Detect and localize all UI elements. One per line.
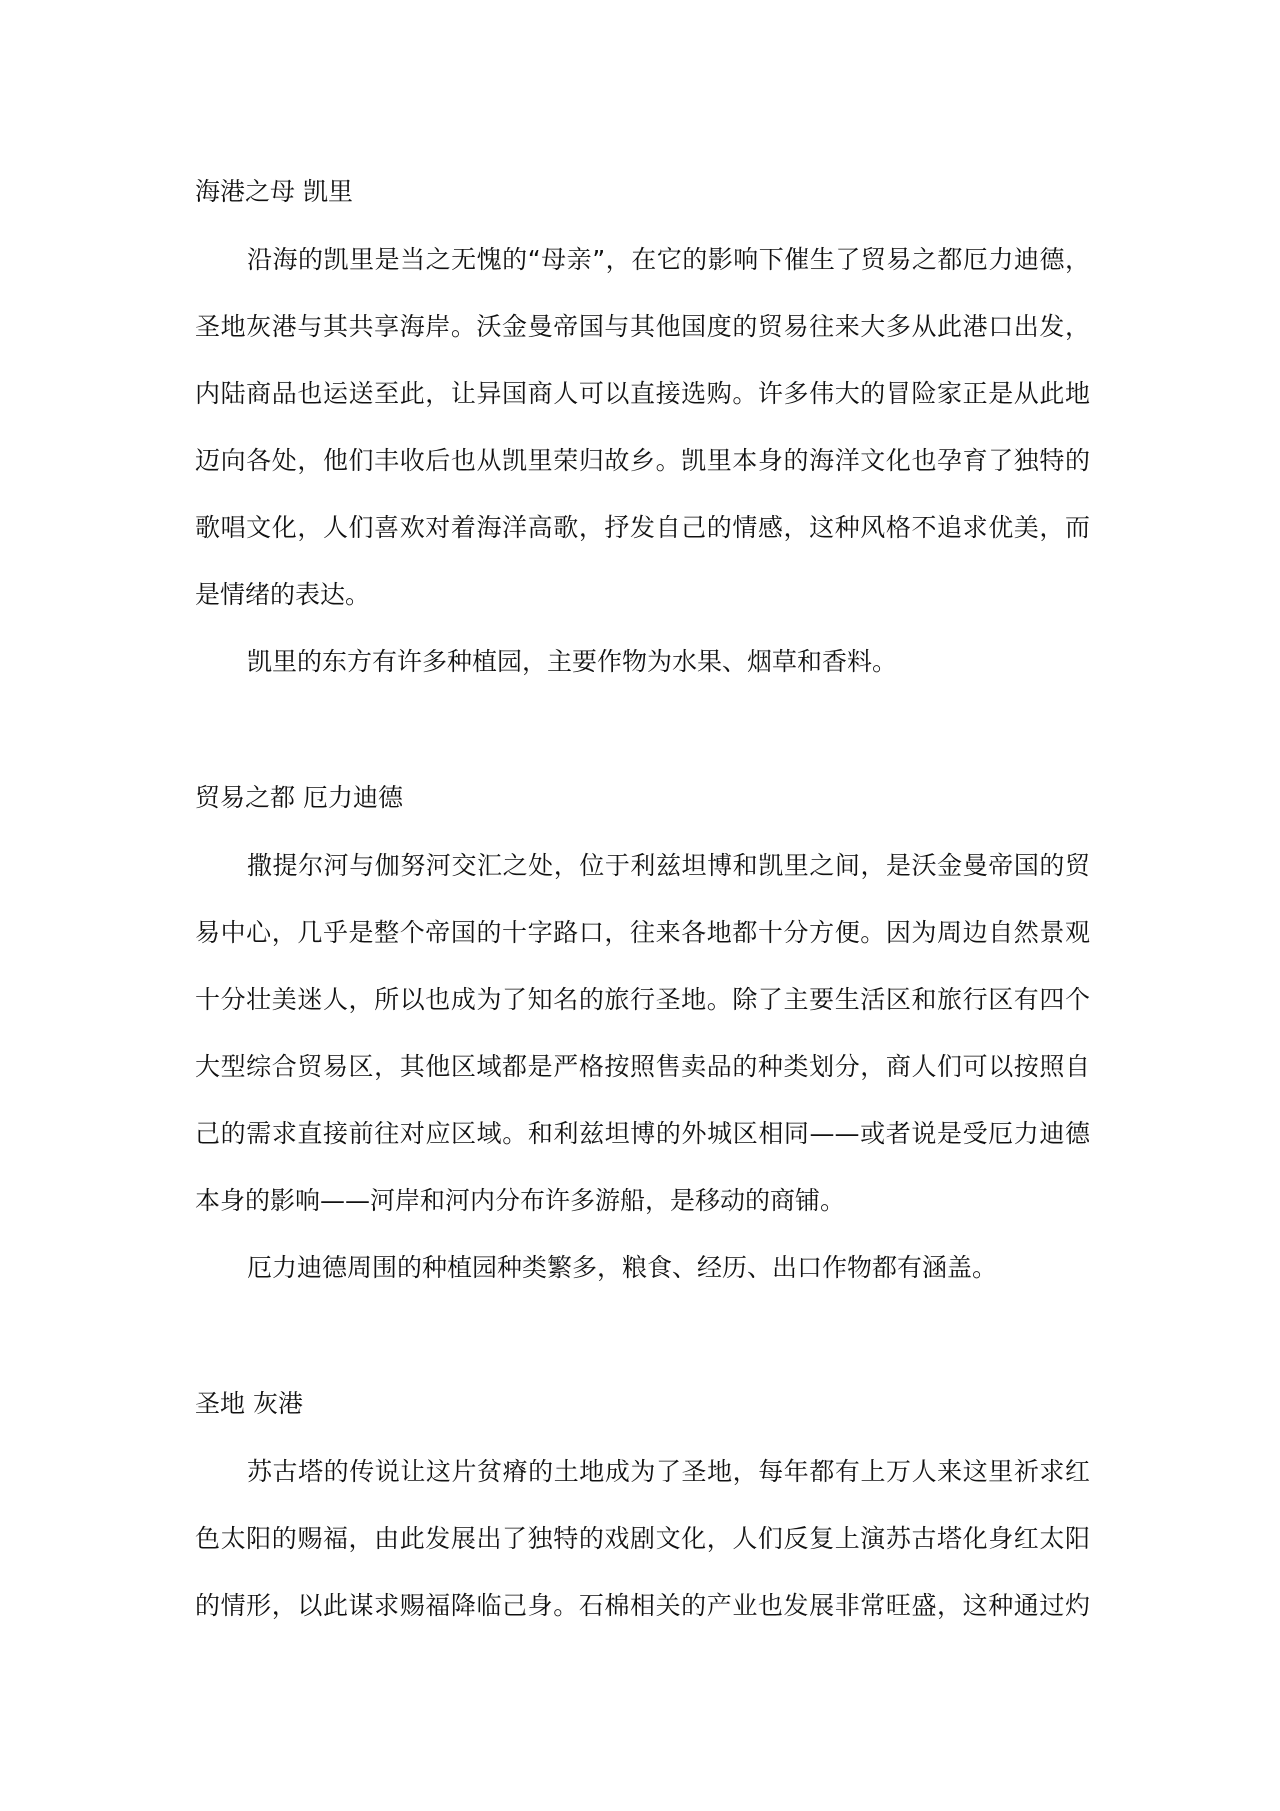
text-line: 大型综合贸易区，其他区域都是严格按照售卖品的种类划分，商人们可以按照自	[195, 1052, 1090, 1081]
text-line: 迈向各处，他们丰收后也从凯里荣归故乡。凯里本身的海洋文化也孕育了独特的	[195, 446, 1090, 475]
text-line: 撒提尔河与伽努河交汇之处，位于利兹坦博和凯里之间，是沃金曼帝国的贸	[247, 851, 1090, 880]
section-heading: 贸易之都 厄力迪德	[195, 783, 403, 812]
text-line: 沿海的凯里是当之无愧的“母亲”，在它的影响下催生了贸易之都厄力迪德，	[247, 245, 1090, 274]
text-line: 的情形，以此谋求赐福降临己身。石棉相关的产业也发展非常旺盛，这种通过灼	[195, 1591, 1090, 1620]
text-line: 内陆商品也运送至此，让异国商人可以直接选购。许多伟大的冒险家正是从此地	[195, 379, 1090, 408]
text-line: 十分壮美迷人，所以也成为了知名的旅行圣地。除了主要生活区和旅行区有四个	[195, 985, 1090, 1014]
text-line: 己的需求直接前往对应区域。和利兹坦博的外城区相同——或者说是受厄力迪德	[195, 1119, 1090, 1148]
text-line: 厄力迪德周围的种植园种类繁多，粮食、经历、出口作物都有涵盖。	[247, 1253, 998, 1282]
section-heading: 海港之母 凯里	[195, 177, 353, 206]
text-line: 是情绪的表达。	[195, 580, 371, 609]
text-line: 凯里的东方有许多种植园，主要作物为水果、烟草和香料。	[247, 647, 898, 676]
section-heading: 圣地 灰港	[195, 1389, 303, 1418]
text-line: 歌唱文化，人们喜欢对着海洋高歌，抒发自己的情感，这种风格不追求优美，而	[195, 513, 1090, 542]
text-line: 圣地灰港与其共享海岸。沃金曼帝国与其他国度的贸易往来大多从此港口出发，	[195, 312, 1090, 341]
text-line: 色太阳的赐福，由此发展出了独特的戏剧文化，人们反复上演苏古塔化身红太阳	[195, 1524, 1090, 1553]
text-line: 本身的影响——河岸和河内分布许多游船，是移动的商铺。	[195, 1186, 846, 1215]
text-line: 苏古塔的传说让这片贫瘠的土地成为了圣地，每年都有上万人来这里祈求红	[247, 1457, 1090, 1486]
text-line: 易中心，几乎是整个帝国的十字路口，往来各地都十分方便。因为周边自然景观	[195, 918, 1090, 947]
